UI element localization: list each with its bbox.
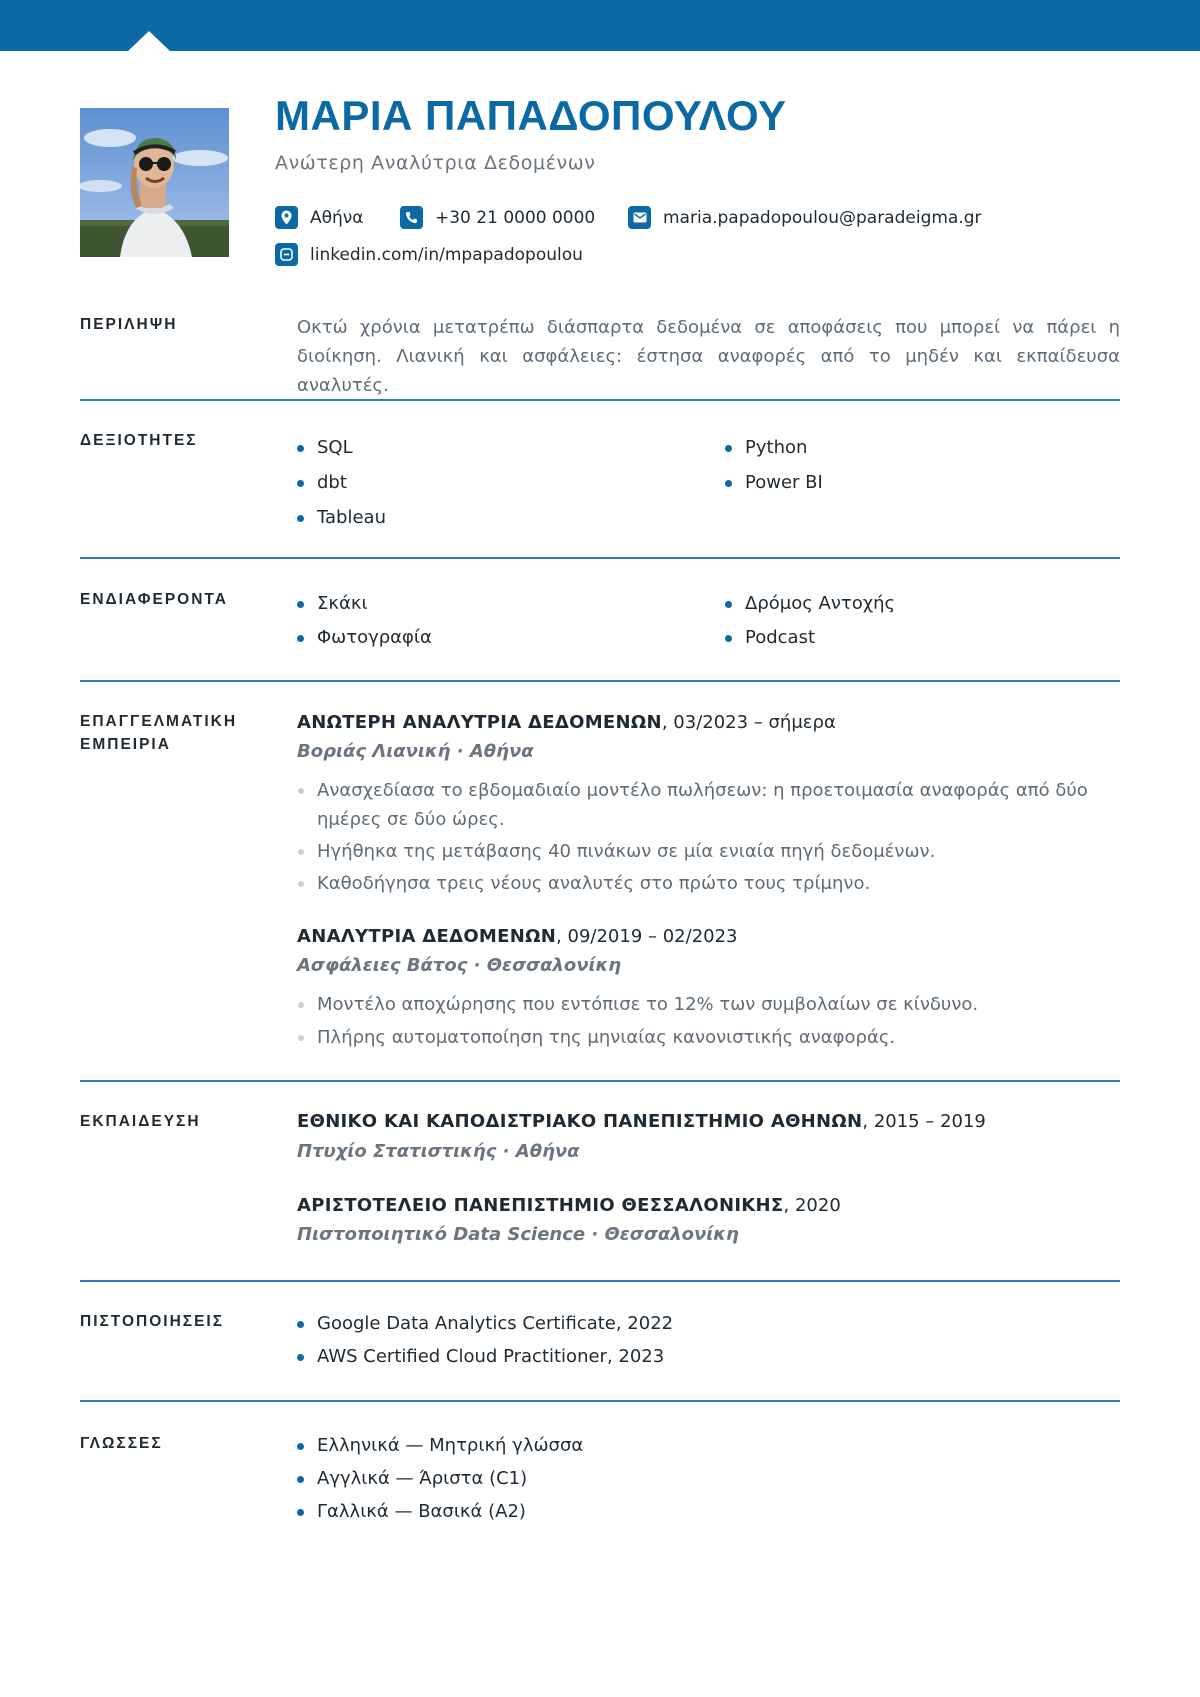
skills-heading: ΔΕΞΙΟΤΗΤΕΣ xyxy=(80,432,198,449)
contact-location xyxy=(275,206,364,229)
contact-linkedin[interactable] xyxy=(275,243,583,266)
job-dates: , 03/2023 – σήμερα xyxy=(661,712,836,733)
email-text[interactable]: maria.papadopoulou@paradeigma.gr xyxy=(663,207,982,228)
job-role: ΑΝΩΤΕΡΗ ΑΝΑΛΥΤΡΙΑ ΔΕΔΟΜΕΝΩΝ xyxy=(297,712,662,733)
location-text: Αθήνα xyxy=(310,207,364,228)
interest-item: Δρόμος Αντοχής xyxy=(725,587,895,621)
job-bullets xyxy=(297,990,1120,1052)
school-dates: , 2015 – 2019 xyxy=(862,1111,986,1132)
interests-list-right xyxy=(725,587,895,655)
phone-text: +30 21 0000 0000 xyxy=(435,207,596,228)
job-bullet: Μοντέλο αποχώρησης που εντόπισε το 12% των συμβολαίων σε κίνδυνο. xyxy=(297,990,1120,1019)
skills-list-left xyxy=(297,430,386,535)
email-icon xyxy=(628,206,651,229)
contact-phone xyxy=(400,206,595,229)
job-bullets xyxy=(297,776,1120,898)
candidate-name: ΜΑΡΙΑ ΠΑΠΑΔΟΠΟΥΛΟΥ xyxy=(275,92,787,139)
section-divider xyxy=(80,680,1120,682)
job-dates: , 09/2019 – 02/2023 xyxy=(556,926,738,947)
summary-heading: ΠΕΡΙΛΗΨΗ xyxy=(80,316,178,333)
skill-item: dbt xyxy=(297,465,386,500)
school-dates: , 2020 xyxy=(783,1195,841,1216)
linkedin-text[interactable]: linkedin.com/in/mpapadopoulou xyxy=(310,244,583,265)
experience-heading xyxy=(80,710,270,756)
job-heading xyxy=(297,712,836,733)
interest-item: Podcast xyxy=(725,621,895,655)
job-bullet: Ηγήθηκα της μετάβασης 40 πινάκων σε μία ενιαία πηγή δεδομένων. xyxy=(297,837,1120,866)
education-heading-1 xyxy=(297,1111,986,1132)
degree-text: Πτυχίο Στατιστικής · Αθήνα xyxy=(297,1141,580,1162)
experience-heading-line2: ΕΜΠΕΙΡΙΑ xyxy=(80,736,171,753)
job-heading xyxy=(297,926,738,947)
banner-notch xyxy=(127,31,171,52)
certification-item: Google Data Analytics Certificate, 2022 xyxy=(297,1307,673,1340)
certifications-list xyxy=(297,1307,673,1373)
section-divider xyxy=(80,557,1120,559)
interests-heading: ΕΝΔΙΑΦΕΡΟΝΤΑ xyxy=(80,591,228,608)
profile-photo xyxy=(80,108,229,257)
job-company: Ασφάλειες Βάτος · Θεσσαλονίκη xyxy=(297,955,622,976)
section-divider xyxy=(80,1080,1120,1082)
linkedin-icon xyxy=(275,243,298,266)
certification-item: AWS Certified Cloud Practitioner, 2023 xyxy=(297,1340,673,1373)
education-heading: ΕΚΠΑΙΔΕΥΣΗ xyxy=(80,1113,201,1130)
header-banner xyxy=(0,0,1200,51)
job-bullet: Ανασχεδίασα το εβδομαδιαίο μοντέλο πωλήσεων: η προετοιμασία αναφοράς από δύο ημέρες σε δύο ώρες. xyxy=(297,776,1120,834)
interest-item: Φωτογραφία xyxy=(297,621,432,655)
experience-heading-line1: ΕΠΑΓΓΕΛΜΑΤΙΚΗ xyxy=(80,713,238,730)
language-item: Γαλλικά — Βασικά (A2) xyxy=(297,1495,583,1528)
languages-list xyxy=(297,1429,583,1528)
phone-icon xyxy=(400,206,423,229)
interests-list-left xyxy=(297,587,432,655)
summary-text: Οκτώ χρόνια μετατρέπω διάσπαρτα δεδομένα σε αποφάσεις που μπορεί να πάρει η διοίκηση. Λιανική και ασφάλειες: έστησα αναφορές από το μηδέν και εκπαίδευσα αναλυτές. xyxy=(297,317,1120,396)
skill-item: Power BI xyxy=(725,465,823,500)
job-bullet: Καθοδήγησα τρεις νέους αναλυτές στο πρώτο τους τρίμηνο. xyxy=(297,869,1120,898)
languages-heading: ΓΛΩΣΣΕΣ xyxy=(80,1435,163,1452)
certifications-heading: ΠΙΣΤΟΠΟΙΗΣΕΙΣ xyxy=(80,1313,225,1330)
contact-email[interactable] xyxy=(628,206,982,229)
school-name: ΕΘΝΙΚΟ ΚΑΙ ΚΑΠΟΔΙΣΤΡΙΑΚΟ ΠΑΝΕΠΙΣΤΗΜΙΟ ΑΘΗΝΩΝ xyxy=(297,1111,863,1132)
degree-text: Πιστοποιητικό Data Science · Θεσσαλονίκη xyxy=(297,1224,739,1245)
interest-item: Σκάκι xyxy=(297,587,432,621)
language-item: Αγγλικά — Άριστα (C1) xyxy=(297,1462,583,1495)
candidate-title: Ανώτερη Αναλύτρια Δεδομένων xyxy=(275,152,596,174)
skill-item: SQL xyxy=(297,430,386,465)
job-role: ΑΝΑΛΥΤΡΙΑ ΔΕΔΟΜΕΝΩΝ xyxy=(297,926,557,947)
language-item: Ελληνικά — Μητρική γλώσσα xyxy=(297,1429,583,1462)
skill-item: Python xyxy=(725,430,823,465)
job-company: Βοριάς Λιανική · Αθήνα xyxy=(297,741,534,762)
section-divider xyxy=(80,399,1120,401)
school-name: ΑΡΙΣΤΟΤΕΛΕΙΟ ΠΑΝΕΠΙΣΤΗΜΙΟ ΘΕΣΣΑΛΟΝΙΚΗΣ xyxy=(297,1195,784,1216)
section-divider xyxy=(80,1280,1120,1282)
section-divider xyxy=(80,1400,1120,1402)
job-bullet: Πλήρης αυτοματοποίηση της μηνιαίας κανονιστικής αναφοράς. xyxy=(297,1023,1120,1052)
skill-item: Tableau xyxy=(297,500,386,535)
education-heading-2 xyxy=(297,1195,841,1216)
location-pin-icon xyxy=(275,206,298,229)
skills-list-right xyxy=(725,430,823,500)
